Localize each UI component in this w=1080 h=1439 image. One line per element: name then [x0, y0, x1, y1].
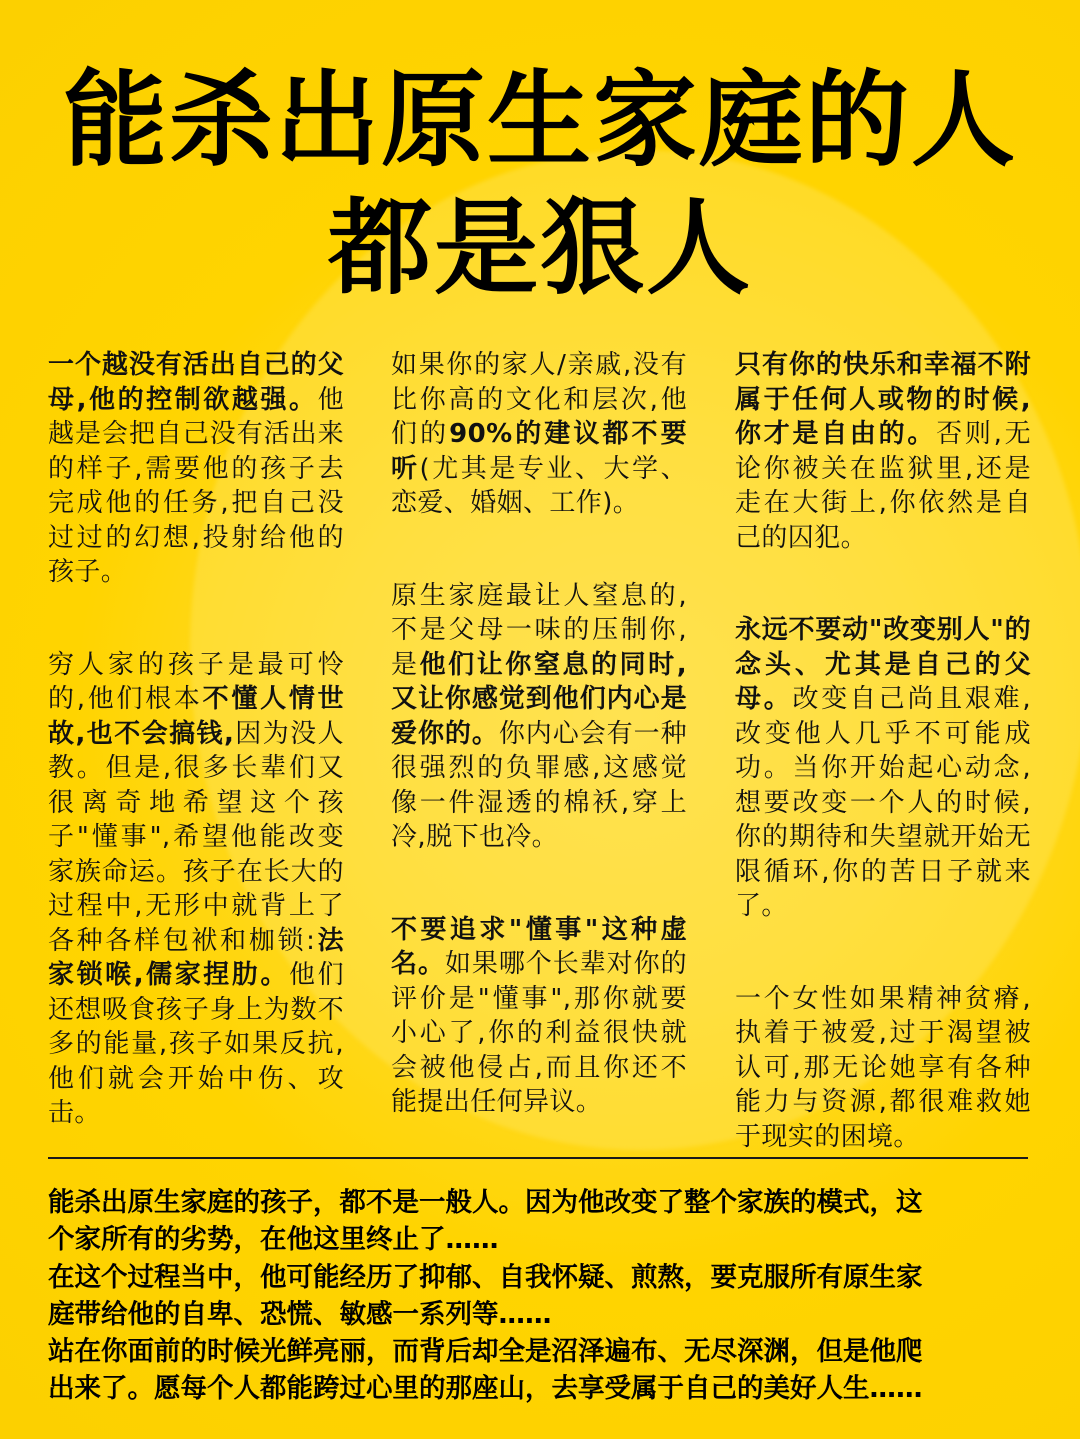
paragraph-sensible-bold: 不要追求"懂事"这种虚名。: [391, 914, 687, 979]
paragraph-suffocation: [391, 579, 687, 855]
paragraph-poor-text-1: 穷人家的孩子是最可怜的,他们根本: [48, 649, 344, 714]
footer-summary: [48, 1184, 1038, 1408]
paragraph-relatives-text-1: 如果你的家人/亲戚,没有比你高的文化和层次,他们的: [391, 350, 687, 449]
title-line-1: 能杀出原生家庭的人: [62, 59, 1017, 181]
paragraph-control-text: 他越是会把自己没有活出来的样子,需要他的孩子去完成他的任务,把自己没过过的幻想,投射给他的孩子。: [48, 384, 344, 587]
paragraph-change-bold: 永远不要动"改变别人"的念头、尤其是自己的父母。: [735, 615, 1031, 714]
paragraph-change-others: [735, 613, 1031, 924]
spacer: [391, 521, 687, 579]
column-middle: [391, 348, 687, 1120]
divider-line: [48, 1157, 1028, 1159]
paragraph-suffocation-bold: 他们让你窒息的同时,又让你感觉到他们内心是爱你的。: [391, 649, 687, 749]
paragraph-relatives-text-2: (尤其是专业、大学、恋爱、婚姻、工作)。: [391, 453, 687, 518]
spacer: [391, 855, 687, 913]
spacer: [735, 555, 1031, 613]
paragraph-poor-text-2: 因为没人教。但是,很多长辈们又很离奇地希望这个孩子"懂事",希望他能改变家族命运。孩子在长大的过程中,无形中就背上了各种各样包袱和枷锁:: [48, 718, 344, 956]
footer-line-6: 出来了。愿每个人都能跨过心里的那座山，去享受属于自己的美好人生……: [48, 1373, 923, 1405]
paragraph-woman-text: 一个女性如果精神贫瘠,执着于被爱,过于渴望被认可,那无论她享有各种能力与资源,都很难救她于现实的困境。: [735, 983, 1031, 1152]
page-title: [0, 56, 1080, 312]
paragraph-poor-text-3: 他们还想吸食孩子身上为数不多的能量,孩子如果反抗,他们就会开始中伤、攻击。: [48, 960, 344, 1128]
paragraph-poor-family: [48, 648, 344, 1131]
paragraph-woman: [735, 982, 1031, 1155]
paragraph-sensible: [391, 913, 687, 1120]
footer-line-3: 在这个过程当中，他可能经历了抑郁、自我怀疑、煎熬，要克服所有原生家: [48, 1261, 923, 1293]
paragraph-suffocation-text-2: 你内心会有一种很强烈的负罪感,这感觉像一件湿透的棉袄,穿上冷,脱下也冷。: [391, 718, 687, 852]
paragraph-suffocation-text-1: 原生家庭最让人窒息的,不是父母一味的压制你,是: [391, 580, 687, 680]
paragraph-relatives: [391, 348, 687, 521]
column-right: [735, 348, 1031, 1154]
paragraph-freedom-bold: 只有你的快乐和幸福不附属于任何人或物的时候,你才是自由的。: [735, 350, 1031, 449]
paragraph-change-text: 改变自己尚且艰难,改变他人几乎不可能成功。当你开始起心动念,想要改变一个人的时候,你的期待和失望就开始无限循环,你的苦日子就来了。: [735, 684, 1031, 921]
footer-line-2: 个家所有的劣势，在他这里终止了……: [48, 1224, 499, 1256]
paragraph-control: [48, 348, 344, 590]
spacer: [48, 590, 344, 648]
footer-line-1: 能杀出原生家庭的孩子，都不是一般人。因为他改变了整个家族的模式，这: [48, 1187, 923, 1218]
paragraph-freedom: [735, 348, 1031, 555]
spacer: [735, 924, 1031, 982]
column-left: [48, 348, 344, 1131]
footer-line-4: 庭带给他的自卑、恐慌、敏感一系列等……: [48, 1298, 552, 1330]
paragraph-control-bold: 一个越没有活出自己的父母,他的控制欲越强。: [48, 350, 344, 415]
paragraph-freedom-text: 否则,无论你被关在监狱里,还是走在大街上,你依然是自己的囚犯。: [735, 419, 1031, 553]
paragraph-relatives-bold: 90%的建议都不要听: [391, 419, 687, 484]
paragraph-poor-bold-1: 不懂人情世故,也不会搞钱,: [48, 684, 344, 749]
title-line-2: 都是狠人: [327, 187, 752, 309]
footer-line-5: 站在你面前的时候光鲜亮丽，而背后却全是沼泽遍布、无尽深渊，但是他爬: [48, 1336, 923, 1368]
paragraph-sensible-text: 如果哪个长辈对你的评价是"懂事",那你就要小心了,你的利益很快就会被他侵占,而且你还不能提出任何异议。: [391, 949, 687, 1117]
paragraph-poor-bold-2: 法家锁喉,儒家捏肋。: [48, 925, 344, 990]
